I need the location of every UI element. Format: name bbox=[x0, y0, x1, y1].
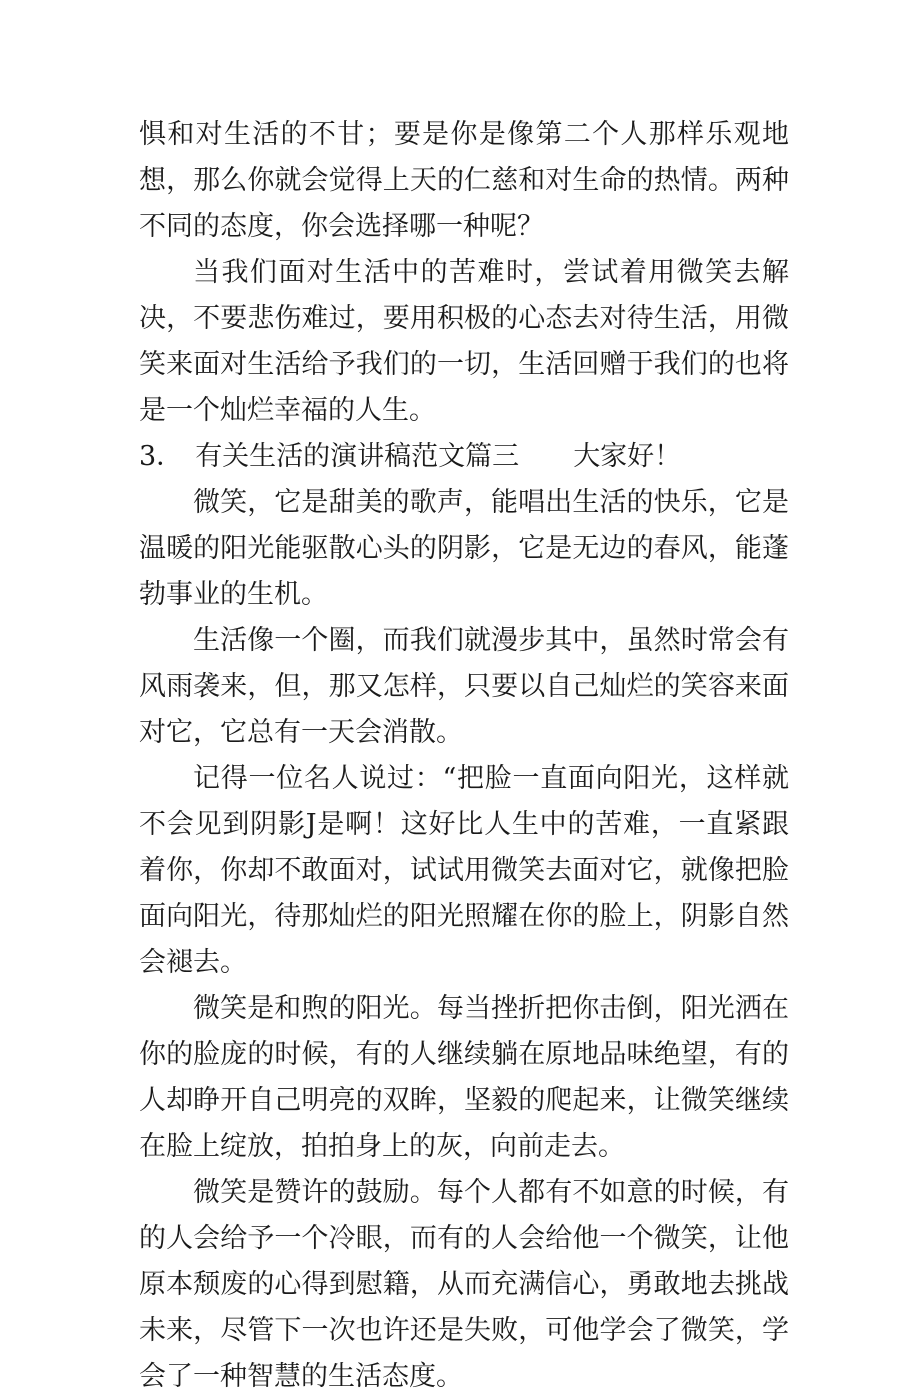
document-body bbox=[139, 112, 789, 1400]
paragraph-quote-sunlight: 记得一位名人说过：“把脸一直面向阳光，这样就不会见到阴影J是啊！这好比人生中的苦难，一直紧跟着你，你却不敢面对，试试用微笑去面对它，就像把脸面向阳光，待那灿烂的阳光照耀在你的脸上，阴影自然会褪去。 bbox=[139, 763, 789, 978]
section-number: 3． bbox=[139, 441, 184, 472]
section-greeting: 大家好！ bbox=[573, 441, 682, 472]
paragraph-smile-sunshine: 微笑是和煦的阳光。每当挫折把你击倒，阳光洒在你的脸庞的时候，有的人继续躺在原地品味绝望，有的人却睁开自己明亮的双眸，坚毅的爬起来，让微笑继续在脸上绽放，拍拍身上的灰，向前走去。 bbox=[139, 993, 789, 1162]
paragraph-smile-encouragement: 微笑是赞许的鼓励。每个人都有不如意的时候，有的人会给予一个冷眼，而有的人会给他一个微笑，让他原本颓废的心得到慰籍，从而充满信心，勇敢地去挑战未来，尽管下一次也许还是失败，可他学会了微笑，学会了一种智慧的生活态度。 bbox=[139, 1177, 789, 1392]
paragraph-continuation: 惧和对生活的不甘；要是你是像第二个人那样乐观地想，那么你就会觉得上天的仁慈和对生命的热情。两种不同的态度，你会选择哪一种呢？ bbox=[139, 119, 789, 242]
paragraph-facing-hardship: 当我们面对生活中的苦难时，尝试着用微笑去解决，不要悲伤难过，要用积极的心态去对待生活，用微笑来面对生活给予我们的一切，生活回赠于我们的也将是一个灿烂幸福的人生。 bbox=[139, 257, 789, 426]
paragraph-life-circle: 生活像一个圈，而我们就漫步其中，虽然时常会有风雨袭来，但，那又怎样，只要以自己灿烂的笑容来面对它，它总有一天会消散。 bbox=[139, 625, 789, 748]
section-heading bbox=[139, 434, 789, 480]
paragraph-smile-song: 微笑，它是甜美的歌声，能唱出生活的快乐，它是温暖的阳光能驱散心头的阴影，它是无边的春风，能蓬勃事业的生机。 bbox=[139, 487, 789, 610]
section-title: 有关生活的演讲稿范文篇三 bbox=[195, 441, 520, 472]
